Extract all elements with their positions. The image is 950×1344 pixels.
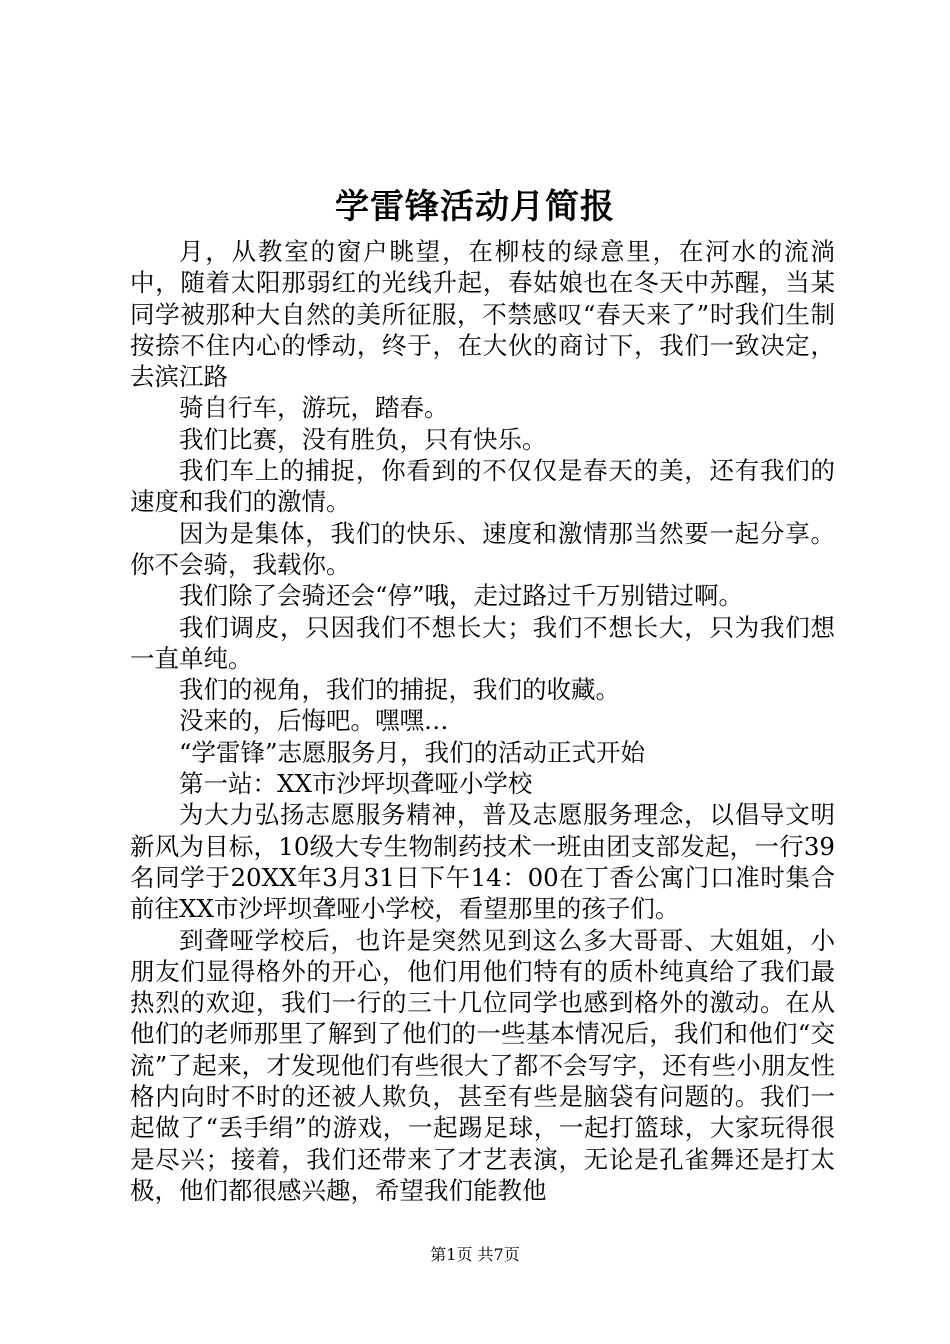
paragraph: 我们除了会骑还会“停”哦，走过路过千万别错过啊。 [179, 581, 744, 611]
document-body [130, 236, 835, 1206]
paragraph: 我们车上的捕捉，你看到的不仅仅是春天的美，还有我们的速度和我们的激情。 [130, 456, 835, 517]
paragraph: 我们比赛，没有胜负，只有快乐。 [179, 424, 547, 454]
paragraph: 没来的，后悔吧。嘿嘿… [179, 706, 449, 736]
paragraph: 第一站：XX市沙坪坝聋哑小学校 [179, 769, 533, 799]
document-title: 学雷锋活动月简报 [335, 187, 615, 227]
paragraph: 我们调皮，只因我们不想长大；我们不想长大，只为我们想一直单纯。 [130, 612, 835, 673]
paragraph: 到聋哑学校后，也许是突然见到这么多大哥哥、大姐姐，小朋友们显得格外的开心，他们用他们特有的质朴纯真给了我们最热烈的欢迎，我们一行的三十几位同学也感到格外的激动。在从他们的老师那里了解到了他们的一些基本情况后，我们和他们“交流”了起来，才发现他们有些很大了都不会写字，还有些小朋友性格内向时不时的还被人欺负，甚至有些是脑袋有问题的。我们一起做了“丢手绢”的游戏，一起踢足球，一起打篮球，大家玩得很是尽兴；接着，我们还带来了才艺表演，无论是孔雀舞还是打太极，他们都很感兴趣，希望我们能教他 [130, 925, 835, 1205]
page-footer: 第1页 共7页 [430, 1245, 520, 1264]
paragraph: 月，从教室的窗户眺望，在柳枝的绿意里，在河水的流淌中，随着太阳那弱红的光线升起，春姑娘也在冬天中苏醒，当某同学被那种大自然的美所征服，不禁感叹“春天来了”时我们生制按捺不住内心的悸动，终于，在大伙的商讨下，我们一致决定，去滨江路 [130, 237, 835, 392]
paragraph: 骑自行车，游玩，踏春。 [179, 393, 449, 423]
paragraph: 我们的视角，我们的捕捉，我们的收藏。 [179, 675, 620, 705]
paragraph: 为大力弘扬志愿服务精神，普及志愿服务理念，以倡导文明新风为目标，10级大专生物制药技术一班由团支部发起，一行39名同学于20XX年3月31日下午14：00在丁香公寓门口准时集合前往XX市沙坪坝聋哑小学校，看望那里的孩子们。 [130, 800, 835, 924]
paragraph: 因为是集体，我们的快乐、速度和激情那当然要一起分享。你不会骑，我载你。 [130, 518, 835, 579]
paragraph: “学雷锋”志愿服务月，我们的活动正式开始 [179, 737, 646, 767]
